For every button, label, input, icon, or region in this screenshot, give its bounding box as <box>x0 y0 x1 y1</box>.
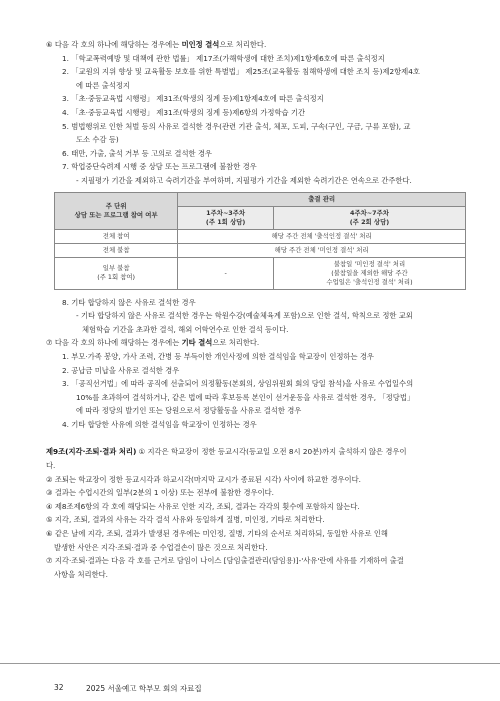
list-item-continuation: 에 따라 정당의 발기인 또는 당원으로서 정당활동을 사유로 결석한 경우 <box>76 406 302 416</box>
attendance-table <box>54 192 466 290</box>
article-9-para-continuation: 사항을 처리한다. <box>54 569 108 579</box>
table-cell: 불참일 '미인정 결석' 처리 (불참일을 제외한 해당 주간 수업일은 '출석인정 결석' 처리) <box>273 257 465 289</box>
list-subitem-continuation: 체험학습 기간을 초과한 결석, 해외 어학연수로 인한 결석 등이다. <box>82 324 289 334</box>
list-item: 1. 부모·가족 봉양, 가사 조력, 간병 등 부득이한 개인사정에 의한 결석임을 학교장이 인정하는 경우 <box>62 351 374 361</box>
table-cell: 해당 주간 전체 '출석인정 결석' 처리 <box>178 229 466 243</box>
clause-6-intro: ⑥ 다음 각 호의 하나에 해당하는 경우에는 미인정 결석으로 처리한다. <box>46 40 267 49</box>
term-other-absence: 기타 결석 <box>181 338 213 348</box>
page-number: 32 <box>54 683 64 692</box>
list-item: 5. 범법행위로 인한 처벌 등의 사유로 결석한 경우(관련 기관 출석, 체포, 도피, 구속(구인, 구금, 구류 포함), 교 <box>62 121 411 131</box>
footer-divider <box>0 663 500 664</box>
table-cell: 전체 참여 <box>55 229 178 243</box>
term-unrecognized-absence: 미인정 결석 <box>181 40 220 49</box>
table-row <box>55 257 466 289</box>
list-item: 6. 태만, 가출, 출석 거부 등 고의로 결석한 경우 <box>62 148 212 158</box>
article-9 <box>46 445 468 581</box>
list-item: 8. 기타 합당하지 않은 사유로 결석한 경우 <box>62 297 196 307</box>
table-header-participation: 주 단위 상담 또는 프로그램 참여 여부 <box>55 192 178 229</box>
article-9-para: ⑤ 지각, 조퇴, 결과의 사유는 각각 결석 사유와 동일하게 질병, 미인정, 기타로 처리한다. <box>46 515 325 525</box>
list-subitem: - 지필평가 기간을 제외하고 숙려기간을 부여하며, 지필평가 기간을 제외한 숙려기간은 연속으로 간주한다. <box>76 175 412 185</box>
table-header-weeks-1-3: 1주차~3주차 (주 1회 상담) <box>178 206 274 229</box>
list-item: 1. 「학교폭력예방 및 대책에 관한 법률」 제17조(가해학생에 대한 조치)제1항제6호에 따른 출석정지 <box>62 53 385 63</box>
table-row <box>55 229 466 243</box>
list-item: 3. 「공직선거법」에 따라 공직에 선출되어 의정활동(본회의, 상임위원회 회의 당일 참석)을 사유로 수업일수의 <box>62 379 414 389</box>
list-item-continuation: 에 따른 출석정지 <box>76 80 130 90</box>
article-9-para: ⑦ 지각·조퇴·결과는 다음 각 호를 근거로 담임이 나이스 [담임출결관리(담임용)]-'사유'란에 사유를 기재하여 출결 <box>46 556 404 566</box>
clause-7-intro: ⑦ 다음 각 호의 하나에 해당하는 경우에는 기타 결석으로 처리한다. <box>46 338 260 348</box>
document-body <box>46 38 468 581</box>
article-9-para: ⑥ 같은 날에 지각, 조퇴, 결과가 발생된 경우에는 미인정, 질병, 기타의 순서로 처리하되, 동일한 사유로 인해 <box>46 529 388 539</box>
table-row <box>55 243 466 257</box>
footer-title: 2025 서울예고 학부모 회의 자료집 <box>86 684 202 693</box>
article-9-title: 제9조(지각·조퇴·결과 처리) <box>46 447 137 457</box>
list-item: 4. 「초·중등교육법 시행령」 제31조(학생의 징계 등)제6항의 가정학습 기간 <box>62 107 305 117</box>
list-item-continuation: 도소 수감 등) <box>76 135 119 145</box>
table-cell: 전체 불참 <box>55 243 178 257</box>
table-header-weeks-4-7: 4주차~7주차 (주 2회 상담) <box>273 206 465 229</box>
list-item: 2. 「교원의 지위 향상 및 교육활동 보호를 위한 특별법」 제25조(교육활동 침해학생에 대한 조치 등)제2항제4호 <box>62 67 420 77</box>
list-item: 3. 「초·중등교육법 시행령」 제31조(학생의 징계 등)제1항제4호에 따른 출석정지 <box>62 94 324 104</box>
list-item: 4. 기타 합당한 사유에 의한 결석임을 학교장이 인정하는 경우 <box>62 419 257 429</box>
article-9-para: ④ 제8조제6항의 각 호에 해당되는 사유로 인한 지각, 조퇴, 결과는 각각의 횟수에 포함하지 않는다. <box>46 501 360 511</box>
list-subitem: - 기타 합당하지 않은 사유로 결석한 경우는 학원수강(예술체육계 포함)으로 인한 결석, 학칙으로 정한 교외 <box>76 311 413 321</box>
list-item: 7. 학업중단숙려제 시행 중 상담 또는 프로그램에 불참한 경우 <box>62 162 257 172</box>
table-header-attendance-management: 출결 관리 <box>178 192 466 206</box>
article-9-para-1: 제9조(지각·조퇴·결과 처리) ① 지각은 학교장이 정한 등교시각(등교일 오전 8시 20분)까지 출석하지 않은 경우이 <box>46 447 407 457</box>
list-item-continuation: 10%를 초과하여 결석하거나, 같은 법에 따라 후보등록 본인이 선거운동을 사유로 결석한 경우, 「정당법」 <box>76 392 415 402</box>
table-cell: - <box>178 257 274 289</box>
table-cell: 해당 주간 전체 '미인정 결석' 처리 <box>178 243 466 257</box>
article-9-para: ② 조퇴는 학교장이 정한 등교시각과 하교시각(마지막 교시가 종료된 시각) 사이에 하교한 경우이다. <box>46 474 361 484</box>
article-9-para-1-continuation: 다. <box>46 461 56 471</box>
article-9-para: ③ 결과는 수업시간의 일부(2분의 1 이상) 또는 전부에 불참한 경우이다. <box>46 488 274 498</box>
list-item: 2. 공납금 미납을 사유로 결석한 경우 <box>62 365 180 375</box>
article-9-para-continuation: 발생한 사안은 지각·조퇴·결과 중 수업결손이 많은 것으로 처리한다. <box>54 542 268 552</box>
table-cell: 일부 불참 (주 1회 참여) <box>55 257 178 289</box>
